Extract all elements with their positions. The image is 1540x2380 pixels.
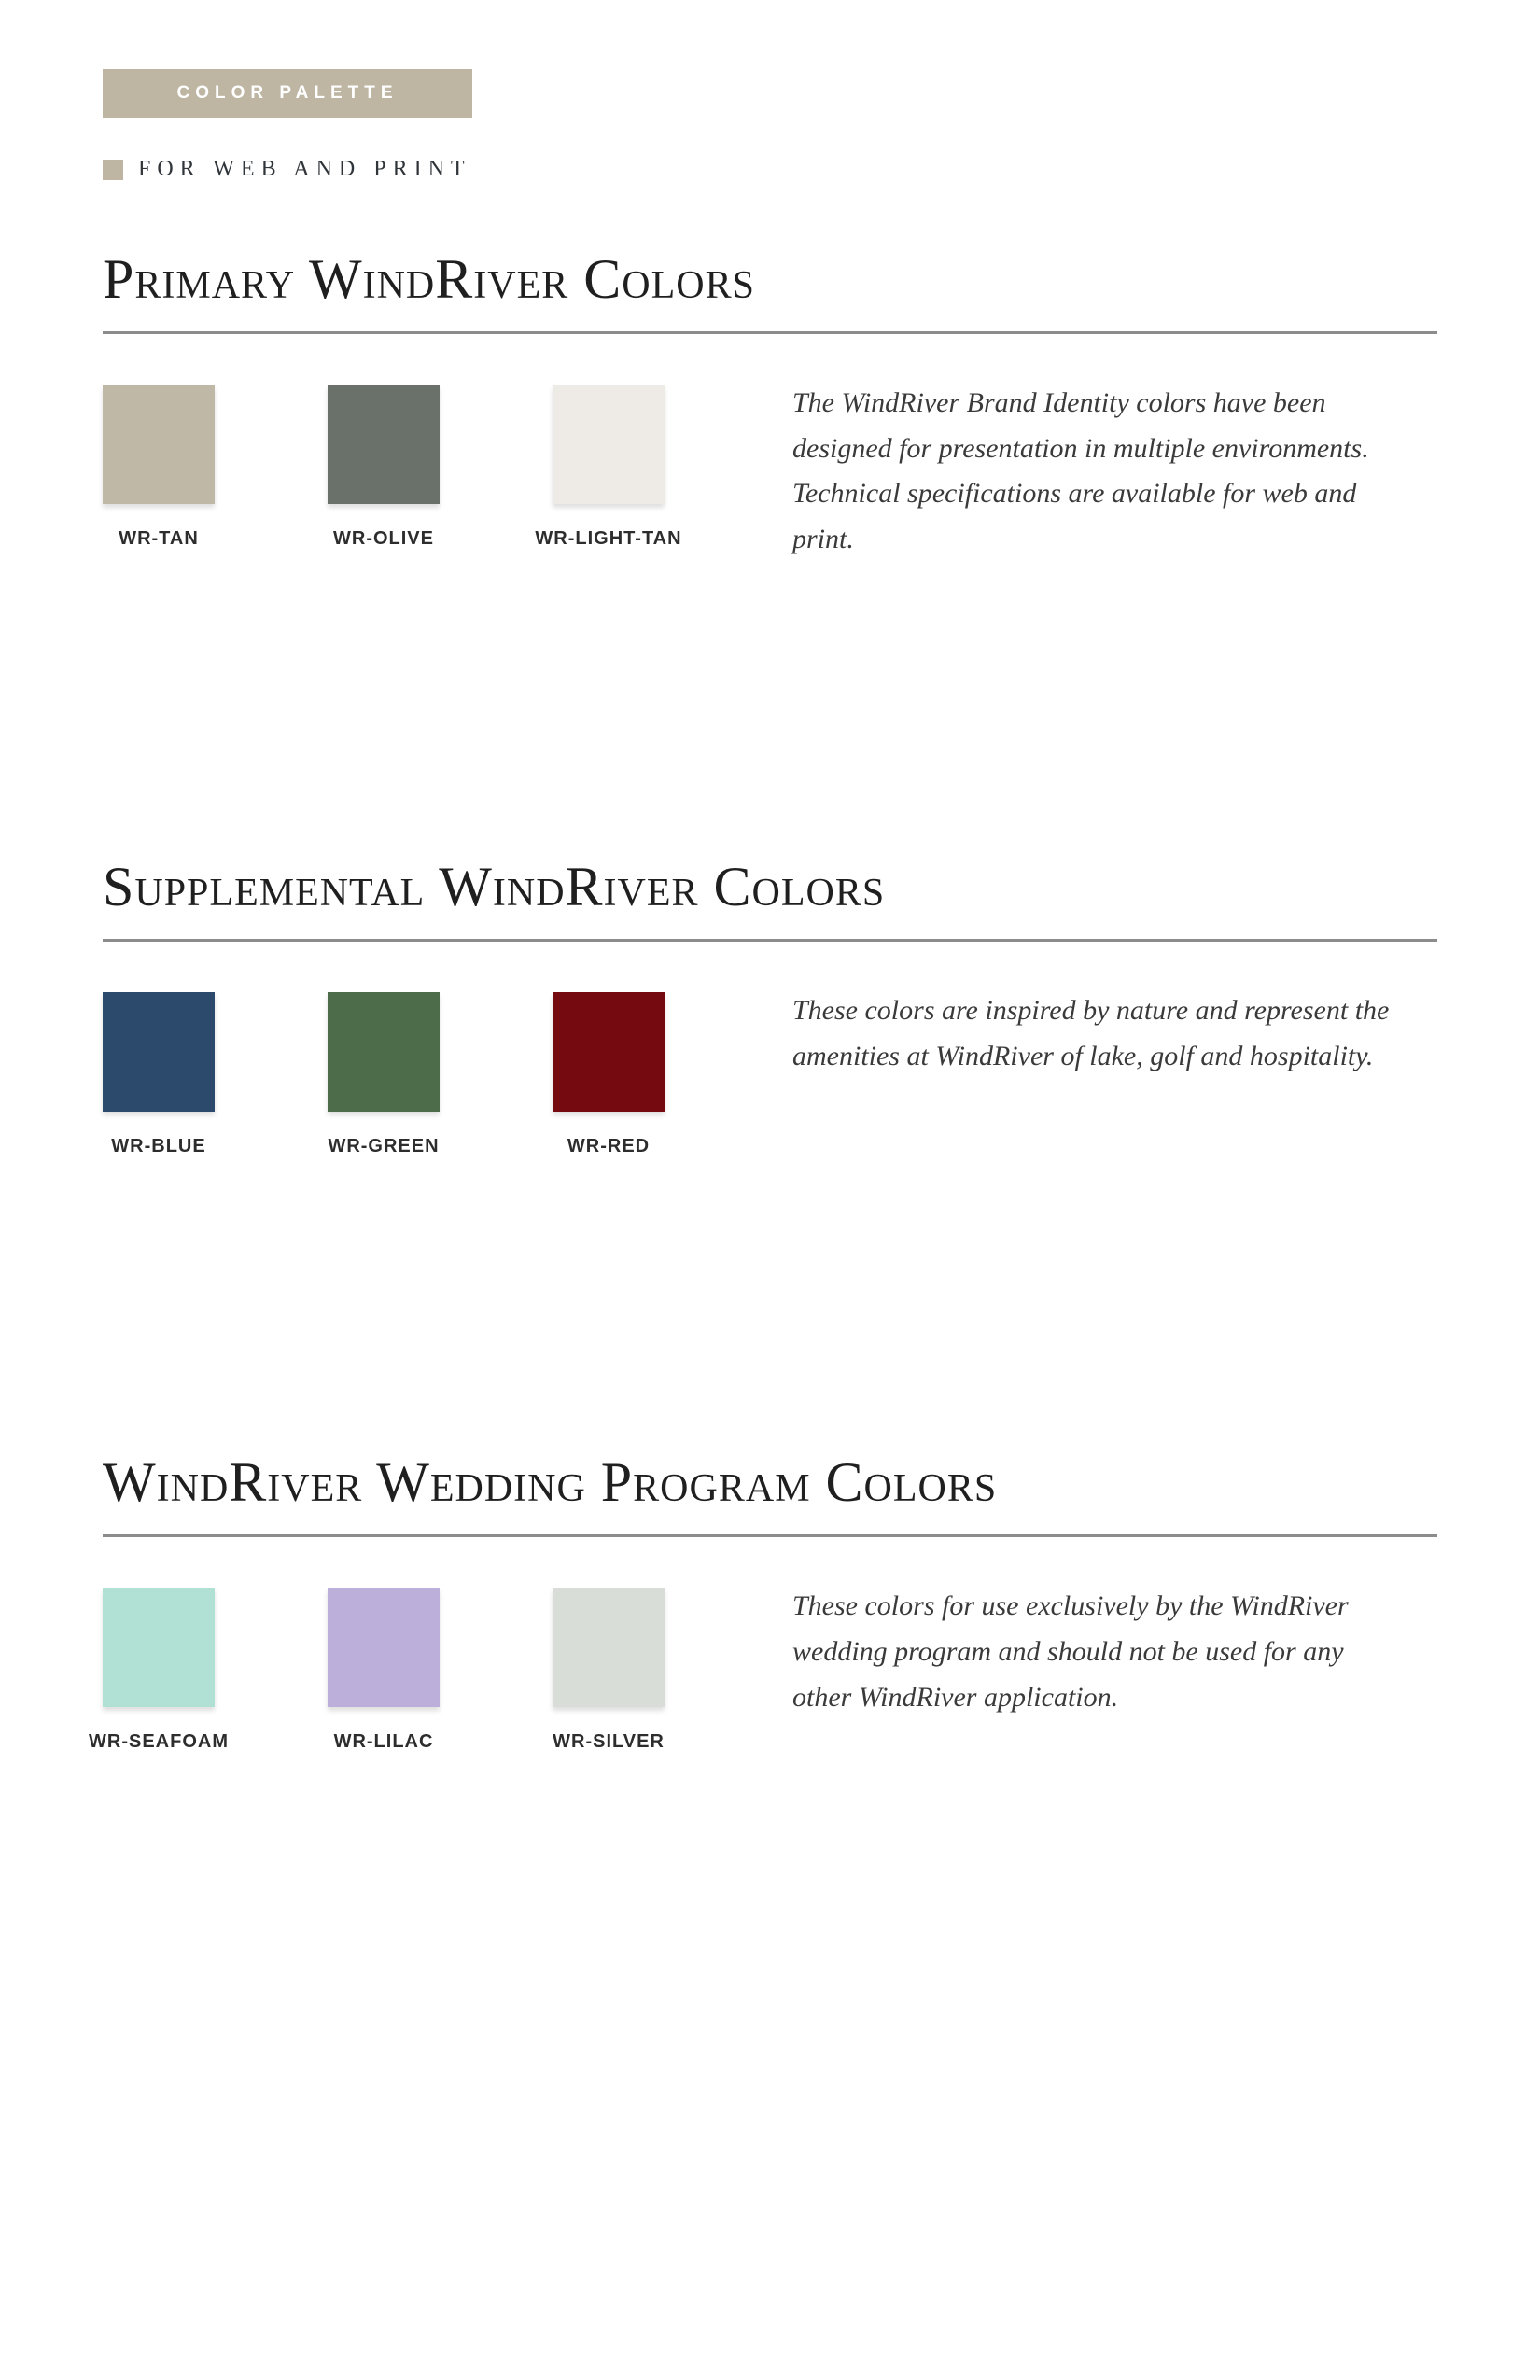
swatch-row-supplemental: [103, 992, 664, 1157]
eyebrow-label: FOR WEB AND PRINT: [138, 157, 471, 181]
swatch-label: WR-TAN: [119, 528, 199, 549]
section-description: These colors for use exclusively by the WindRiver wedding program and should not be used for any other WindRiver application.: [792, 1590, 1356, 1713]
swatch-label: WR-GREEN: [328, 1136, 440, 1157]
swatch-label: WR-BLUE: [111, 1136, 206, 1157]
swatch-label: WR-LIGHT-TAN: [535, 528, 682, 549]
color-swatch-wr-blue: [103, 992, 215, 1112]
section-divider: [103, 331, 1437, 334]
swatch-group-wr-light-tan: [535, 385, 682, 550]
color-swatch-wr-silver: [553, 1588, 665, 1707]
swatch-label: WR-SEAFOAM: [89, 1731, 229, 1753]
section-body: [103, 385, 1437, 562]
color-swatch-wr-lilac: [328, 1588, 440, 1707]
section-description: The WindRiver Brand Identity colors have been designed for presentation in multiple environments. Technical specifications are available for web and print.: [792, 387, 1383, 554]
swatch-label: WR-SILVER: [553, 1731, 665, 1753]
section-wedding-program-colors: [89, 1451, 1437, 1753]
swatch-group-wr-seafoam: [89, 1588, 229, 1753]
swatch-group-wr-olive: [328, 385, 440, 550]
color-swatch-wr-tan: [103, 385, 215, 504]
color-swatch-wr-seafoam: [103, 1588, 215, 1707]
tan-square-icon: [103, 160, 123, 180]
swatch-group-wr-tan: [103, 385, 215, 550]
section-title-wedding: WindRiver Wedding Program Colors: [103, 1451, 998, 1514]
color-swatch-wr-red: [553, 992, 665, 1112]
section-primary-colors: [103, 248, 1437, 562]
swatch-row-primary: [103, 385, 682, 550]
section-body: [89, 1588, 1437, 1753]
section-supplemental-colors: [103, 856, 1437, 1157]
section-title-primary: Primary WindRiver Colors: [103, 248, 755, 310]
section-description: These colors are inspired by nature and represent the amenities at WindRiver of lake, golf and hospitality.: [792, 995, 1396, 1071]
swatch-label: WR-LILAC: [333, 1731, 434, 1753]
swatch-group-wr-red: [553, 992, 665, 1157]
section-body: [103, 992, 1437, 1157]
color-swatch-wr-green: [328, 992, 440, 1112]
section-divider: [103, 1534, 1437, 1537]
section-title-supplemental: Supplemental WindRiver Colors: [103, 856, 886, 918]
swatch-group-wr-green: [328, 992, 440, 1157]
swatch-label: WR-OLIVE: [333, 528, 434, 549]
color-palette-badge: COLOR PALETTE: [103, 69, 472, 118]
color-swatch-wr-olive: [328, 385, 440, 504]
swatch-group-wr-lilac: [328, 1588, 440, 1753]
swatch-group-wr-silver: [553, 1588, 665, 1753]
swatch-row-wedding: [89, 1588, 665, 1753]
eyebrow-row: [103, 157, 1437, 182]
swatch-group-wr-blue: [103, 992, 215, 1157]
color-swatch-wr-light-tan: [553, 385, 665, 504]
section-divider: [103, 939, 1437, 942]
swatch-label: WR-RED: [567, 1136, 651, 1157]
